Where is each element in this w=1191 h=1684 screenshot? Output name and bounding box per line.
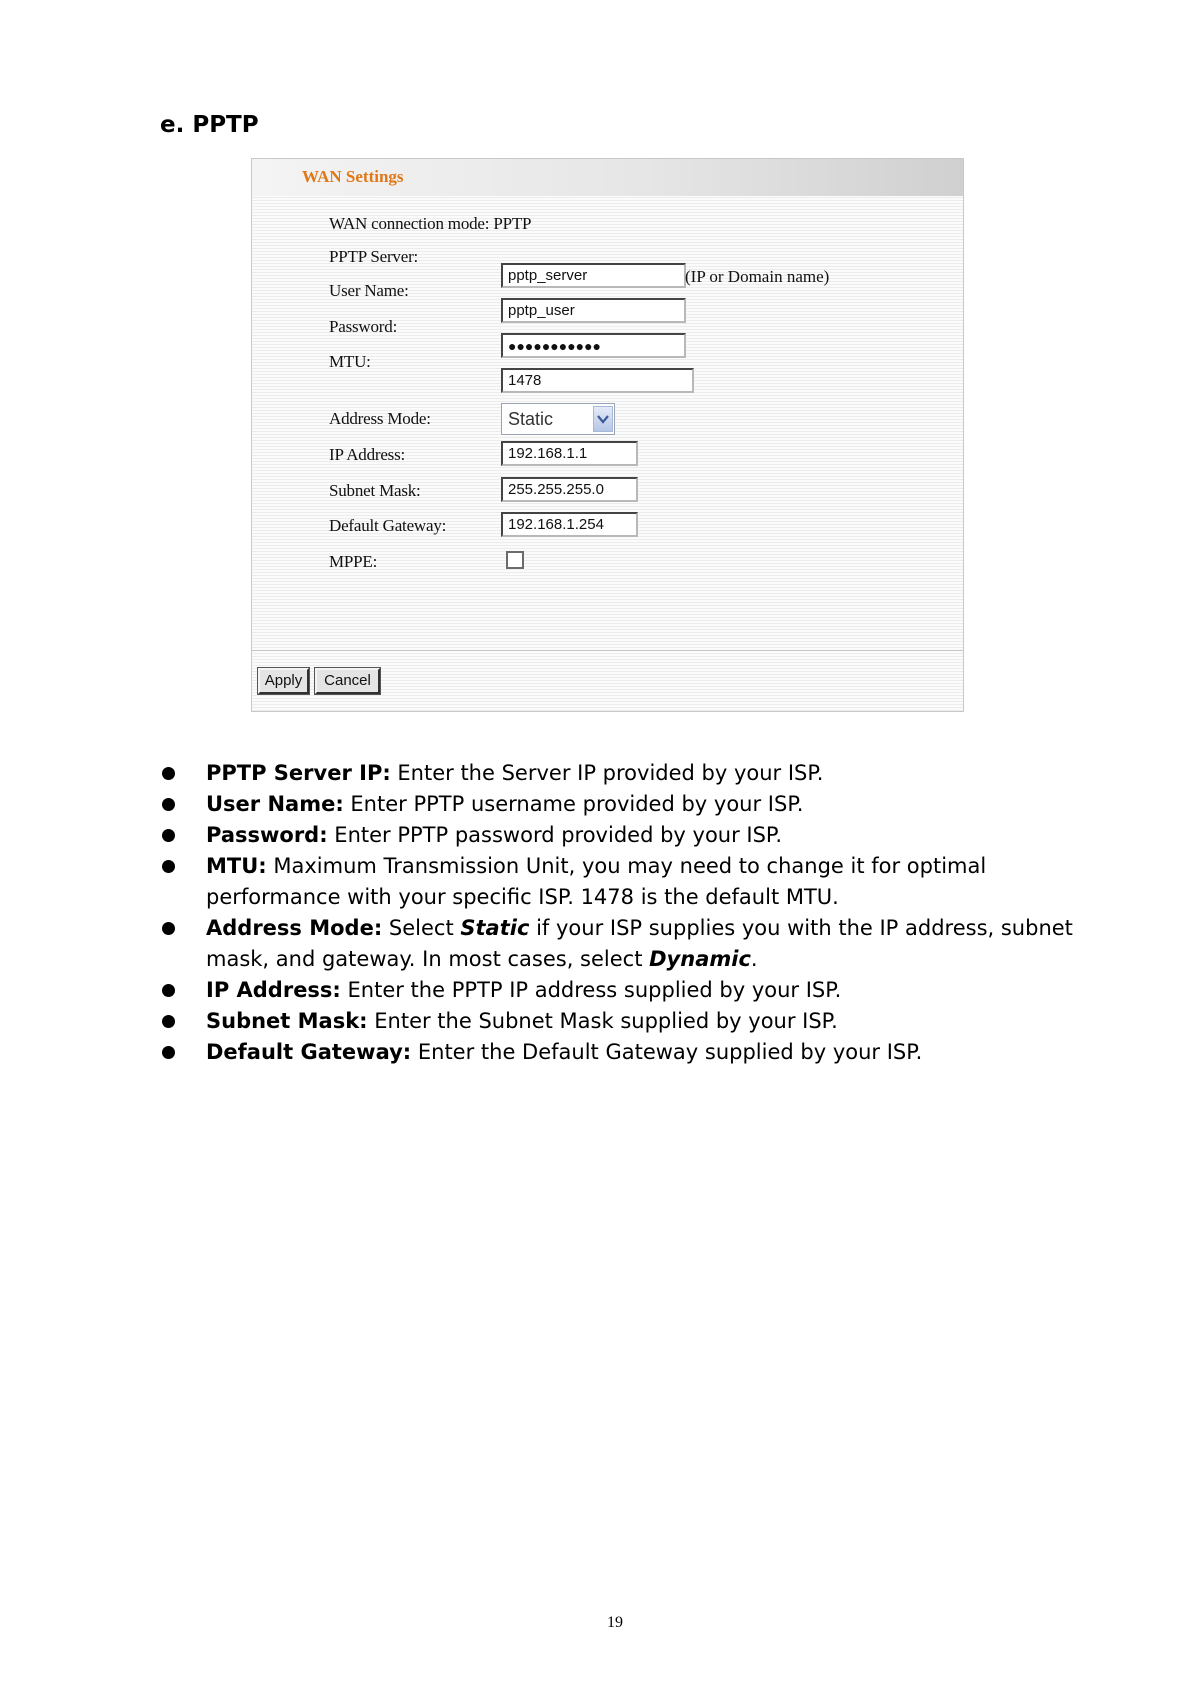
chevron-down-icon[interactable] [593,406,613,432]
panel-divider [252,650,963,651]
panel-header [252,159,963,196]
subnet-mask-input[interactable]: 255.255.255.0 [501,477,638,502]
section-heading: e. PPTP [160,112,259,138]
list-item [160,975,1080,1006]
password-label: Password: [329,317,398,336]
list-item-text: Enter the Subnet Mask supplied by your ISP. [367,1009,838,1033]
subnet-mask-label: Subnet Mask: [329,481,421,500]
pptp-server-hint: (IP or Domain name) [685,267,830,286]
address-mode-value: Static [508,409,554,429]
list-item-text: Enter PPTP password provided by your ISP. [327,823,782,847]
password-input[interactable]: ●●●●●●●●●●● [501,333,686,358]
list-item-text: . [750,947,758,971]
bullet-icon [162,1046,175,1059]
list-item-term: MTU: [206,854,267,878]
pptp-server-label: PPTP Server: [329,247,419,266]
list-item-text: Select [382,916,461,940]
list-item-term: Subnet Mask: [206,1009,368,1033]
page-number: 19 [607,1614,623,1631]
list-item-term: Default Gateway: [206,1040,412,1064]
field-description-list [160,758,1080,1068]
list-item [160,789,1080,820]
cancel-button[interactable]: Cancel [315,668,380,694]
wan-settings-screenshot [251,158,964,712]
list-item-term: IP Address: [206,978,341,1002]
default-gateway-label: Default Gateway: [329,516,447,535]
list-item [160,1037,1080,1068]
bullet-icon [162,984,175,997]
list-item-text: Maximum Transmission Unit, you may need to change it for optimal performance with your specific ISP. 1478 is the default MTU. [206,854,987,909]
list-item [160,758,1080,789]
list-item-term: User Name: [206,792,344,816]
static-emphasis: Static [460,916,530,940]
ip-address-label: IP Address: [329,445,406,464]
apply-button[interactable]: Apply [258,668,309,694]
list-item [160,1006,1080,1037]
bullet-icon [162,1015,175,1028]
bullet-icon [162,860,175,873]
list-item-term: PPTP Server IP: [206,761,391,785]
address-mode-label: Address Mode: [329,409,431,428]
address-mode-select[interactable] [501,403,615,435]
bullet-icon [162,798,175,811]
dynamic-emphasis: Dynamic [649,947,751,971]
default-gateway-input[interactable]: 192.168.1.254 [501,512,638,537]
list-item-term: Address Mode: [206,916,383,940]
list-item-term: Password: [206,823,328,847]
pptp-server-input[interactable]: pptp_server [501,263,686,288]
mtu-input[interactable]: 1478 [501,368,694,393]
connection-mode-text: WAN connection mode: PPTP [329,214,532,233]
bullet-icon [162,767,175,780]
bullet-icon [162,829,175,842]
user-name-label: User Name: [329,281,409,300]
list-item [160,820,1080,851]
bullet-icon [162,922,175,935]
list-item-text: if your ISP supplies you with the IP address, subnet mask, and gateway. In most cases, select [206,916,1073,971]
mtu-label: MTU: [329,352,371,371]
mppe-label: MPPE: [329,552,378,571]
mppe-checkbox[interactable] [506,551,524,569]
user-name-input[interactable]: pptp_user [501,298,686,323]
panel-title: WAN Settings [302,167,404,186]
list-item [160,851,1080,913]
ip-address-input[interactable]: 192.168.1.1 [501,441,638,466]
list-item [160,913,1080,975]
list-item-text: Enter PPTP username provided by your ISP. [343,792,804,816]
list-item-text: Enter the Default Gateway supplied by your ISP. [411,1040,923,1064]
list-item-text: Enter the PPTP IP address supplied by your ISP. [340,978,842,1002]
list-item-text: Enter the Server IP provided by your ISP. [390,761,824,785]
